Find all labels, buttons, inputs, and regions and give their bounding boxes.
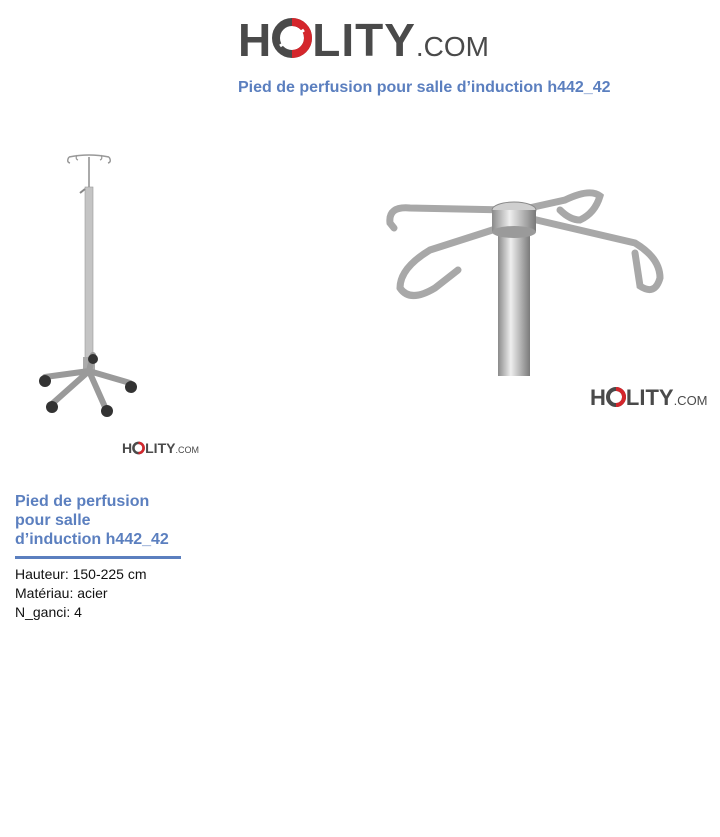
spec-height: Hauteur: 150-225 cm <box>15 566 147 582</box>
product-specs <box>15 565 147 622</box>
product-image-hooks-detail <box>380 178 680 378</box>
spec-material: Matériau: acier <box>15 585 108 601</box>
logo-letter-h: H <box>122 440 133 456</box>
logo-tld: .COM <box>673 393 708 408</box>
product-side-title: Pied de perfusion pour salle d’induction h442_42 <box>15 492 181 559</box>
logo-letter-h: H <box>238 14 273 66</box>
logo-o-icon <box>272 12 312 67</box>
brand-logo-small-detail <box>590 383 708 411</box>
logo-tld: .COM <box>175 445 199 455</box>
logo-o-icon <box>606 383 626 411</box>
brand-logo-small <box>122 439 199 456</box>
brand-logo[interactable] <box>238 12 489 67</box>
logo-letters-lity: LITY <box>145 440 176 456</box>
spec-hooks: N_ganci: 4 <box>15 604 82 620</box>
logo-letters-lity: LITY <box>625 385 674 410</box>
page-title: Pied de perfusion pour salle d’induction h442_42 <box>238 79 611 96</box>
logo-letter-h: H <box>590 385 606 410</box>
logo-o-icon <box>132 439 145 456</box>
logo-letters-lity: LITY <box>312 14 416 66</box>
product-image-full-stand <box>25 145 165 425</box>
logo-tld: .COM <box>415 31 490 62</box>
